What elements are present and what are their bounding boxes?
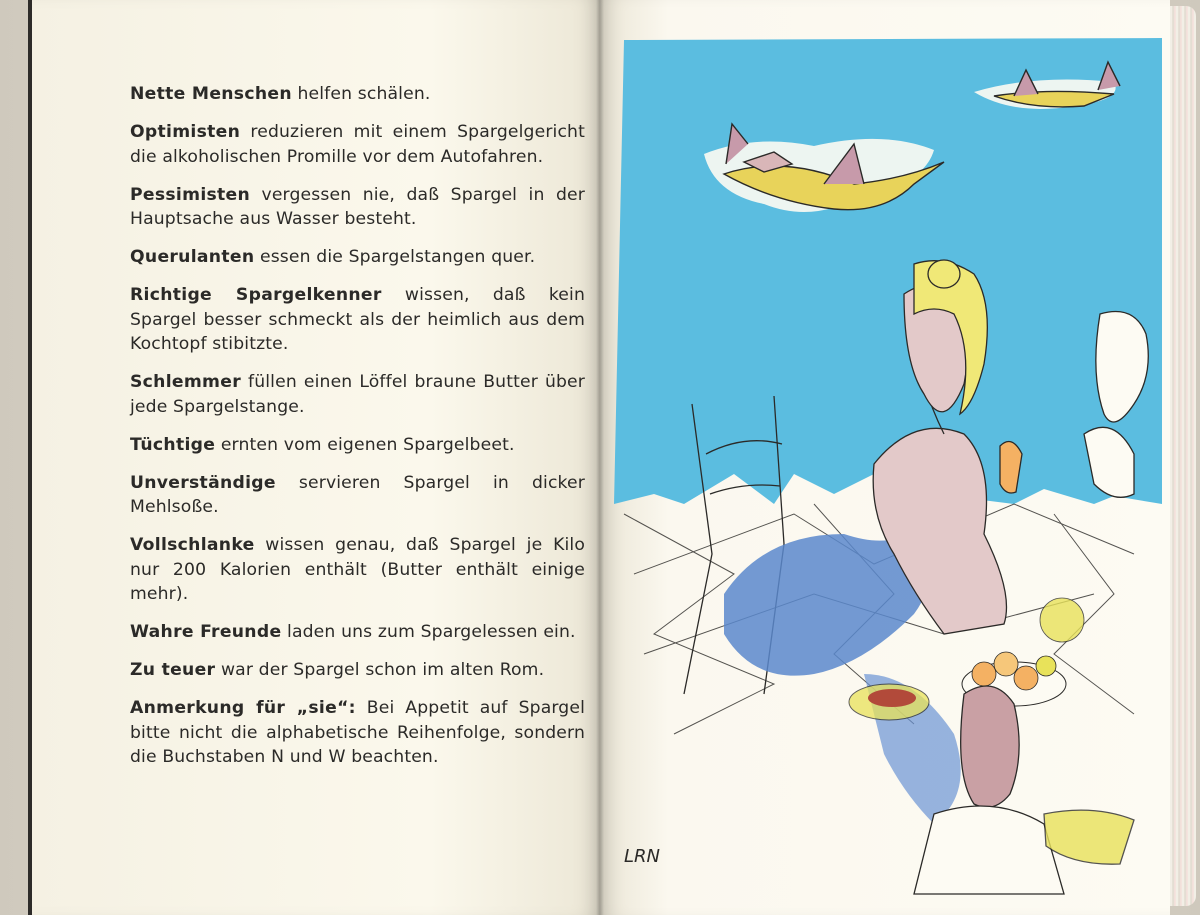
food-left bbox=[868, 689, 916, 707]
entry-text: wissen, daß kein Spargel besser schmeckt als der heimlich aus dem Kochtopf stibitzte. bbox=[130, 285, 585, 354]
entry-text: essen die Spargelstangen quer. bbox=[254, 247, 536, 267]
entry-term: Vollschlanke bbox=[130, 535, 255, 555]
entry-text: vergessen nie, daß Spargel in der Hauptsache aus Wasser besteht. bbox=[130, 184, 585, 229]
page-edges bbox=[1170, 6, 1196, 906]
entry-anmerkung bbox=[130, 696, 585, 770]
entry-querulanten bbox=[130, 245, 585, 270]
entry-text: Bei Appetit auf Spargel bitte nicht die alphabetische Reihenfolge, sondern die Buchstaben N und W beachten. bbox=[130, 698, 585, 767]
entry-list bbox=[130, 82, 585, 783]
entry-vollschlanke bbox=[130, 533, 585, 607]
asparagus-dinner-illustration bbox=[614, 34, 1166, 904]
entry-term: Unverständige bbox=[130, 472, 276, 493]
entry-term: Richtige Spargelkenner bbox=[130, 285, 382, 305]
entry-text: helfen schälen. bbox=[291, 84, 431, 104]
entry-text: laden uns zum Spargelessen ein. bbox=[281, 622, 576, 642]
book-spine bbox=[596, 0, 604, 915]
entry-schlemmer bbox=[130, 370, 585, 419]
entry-text: füllen einen Löffel braune Butter über jede Spargelstange. bbox=[130, 372, 585, 417]
artist-signature: LRN bbox=[624, 846, 660, 867]
entry-text: reduzieren mit einem Spargelgericht die alkoholischen Promille vor dem Autofahren. bbox=[130, 122, 585, 167]
entry-term: Tüchtige bbox=[130, 434, 216, 455]
entry-term: Optimisten bbox=[130, 122, 241, 142]
entry-zu-teuer bbox=[130, 658, 585, 683]
entry-text: war der Spargel schon im alten Rom. bbox=[215, 660, 545, 680]
entry-wahre-freunde bbox=[130, 620, 585, 645]
entry-term: Anmerkung für „sie“: bbox=[130, 698, 356, 718]
entry-term: Zu teuer bbox=[130, 660, 216, 680]
entry-tuechtige bbox=[130, 433, 585, 458]
entry-text: wissen genau, daß Spargel je Kilo nur 200 Kalorien enthält (Butter enthält einige mehr). bbox=[130, 535, 585, 604]
entry-unverstaendige bbox=[130, 471, 585, 520]
entry-term: Wahre Freunde bbox=[130, 622, 282, 642]
entry-optimisten bbox=[130, 120, 585, 169]
entry-term: Pessimisten bbox=[130, 184, 251, 205]
entry-text: ernten vom eigenen Spargelbeet. bbox=[215, 434, 515, 455]
entry-pessimisten bbox=[130, 183, 585, 232]
entry-richtige-spargelkenner bbox=[130, 283, 585, 357]
entry-term: Schlemmer bbox=[130, 372, 242, 392]
entry-term: Nette Menschen bbox=[130, 84, 292, 104]
entry-nette-menschen bbox=[130, 82, 585, 107]
entry-term: Querulanten bbox=[130, 247, 255, 267]
left-page bbox=[28, 0, 600, 915]
entry-text: servieren Spargel in dicker Mehlsoße. bbox=[130, 472, 585, 517]
